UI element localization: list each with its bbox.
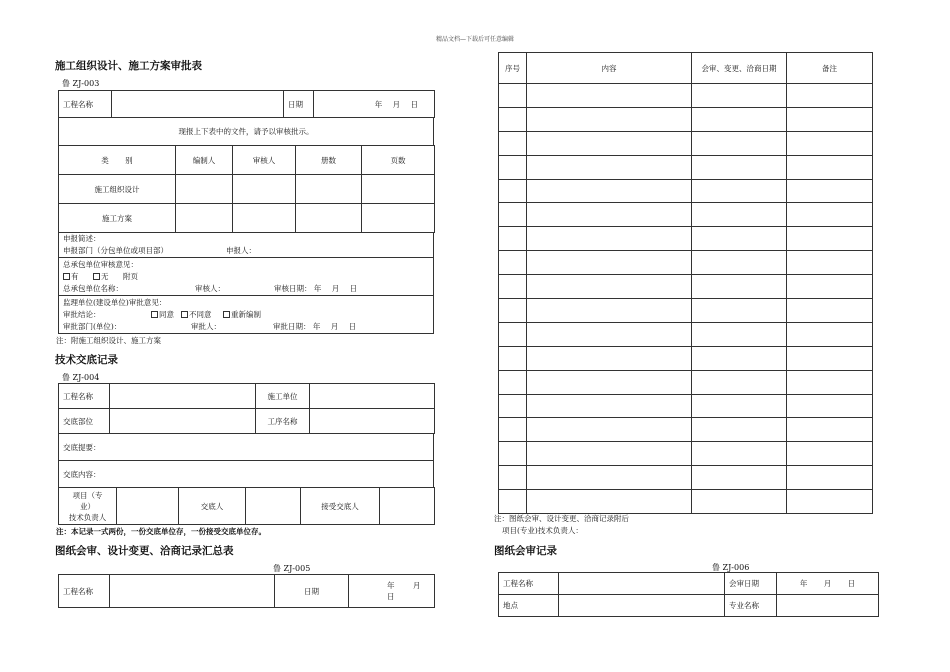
gc-opinion: 总承包单位审核意见： <box>63 259 138 269</box>
date-line1: 年 月 <box>387 581 421 590</box>
cell[interactable] <box>176 175 233 204</box>
col-remark: 备注 <box>787 53 873 84</box>
table-row <box>499 251 873 275</box>
summary-table <box>498 52 873 514</box>
supervisor-section <box>59 296 434 334</box>
date-label: 日期 <box>284 91 314 118</box>
table-cell[interactable] <box>499 275 527 299</box>
sup-approver: 审批人： <box>191 321 221 331</box>
table-cell[interactable] <box>692 251 787 275</box>
table-row <box>499 346 873 370</box>
cell[interactable] <box>296 175 362 204</box>
table-cell[interactable] <box>787 275 873 299</box>
table-row <box>499 442 873 466</box>
date-field[interactable] <box>349 575 435 608</box>
col-reviewer: 审核人 <box>233 146 296 175</box>
table-cell[interactable] <box>527 131 692 155</box>
pm-field[interactable] <box>117 488 179 525</box>
gc-reviewer: 审核人： <box>195 283 225 293</box>
attached-pages: 附页 <box>123 271 138 281</box>
table-cell[interactable] <box>527 84 692 108</box>
table-row <box>499 179 873 203</box>
table-cell[interactable] <box>787 370 873 394</box>
receiver-label: 接受交底人 <box>301 488 380 525</box>
table-cell[interactable] <box>787 107 873 131</box>
table-cell[interactable] <box>692 131 787 155</box>
form1-doc-table <box>58 145 435 233</box>
dept-field[interactable] <box>110 409 256 434</box>
gc-review-date: 审核日期： <box>274 283 312 293</box>
table-cell[interactable] <box>499 179 527 203</box>
date-field[interactable]: 年 月 日 <box>314 91 435 118</box>
table-row <box>499 322 873 346</box>
date-line2: 日 <box>387 592 395 601</box>
table-cell[interactable] <box>787 322 873 346</box>
process-label: 工序名称 <box>256 409 310 434</box>
header-note: 精品文档—下载后可任意编辑 <box>435 36 514 43</box>
date-label: 日期 <box>275 575 349 608</box>
form2-signature <box>58 487 435 525</box>
request-text: 现报上下表中的文件，请予以审核批示。 <box>59 118 434 146</box>
col-author: 编制人 <box>176 146 233 175</box>
giver-field[interactable] <box>246 488 301 525</box>
table-cell[interactable] <box>787 179 873 203</box>
table-cell[interactable] <box>692 155 787 179</box>
col-type: 类 别 <box>59 146 176 175</box>
specialty-label: 专业名称 <box>725 595 777 617</box>
form2-note: 注：本记录一式两份，一份交底单位存，一份接受交底单位存。 <box>56 527 266 536</box>
table-cell[interactable] <box>692 490 787 514</box>
table-cell[interactable] <box>499 131 527 155</box>
apply-dept: 申报部门（分包单位或项目部） <box>63 246 168 255</box>
apply-brief: 申报简述： <box>63 234 101 243</box>
receiver-field[interactable] <box>380 488 435 525</box>
specialty-field[interactable] <box>777 595 879 617</box>
table-cell[interactable] <box>692 346 787 370</box>
table-cell[interactable] <box>527 466 692 490</box>
form3-code: 鲁 ZJ-005 <box>273 564 311 573</box>
form3-table <box>58 574 435 608</box>
pm-label <box>59 488 117 525</box>
no-checkbox[interactable] <box>93 273 100 280</box>
col-no: 序号 <box>499 53 527 84</box>
cell[interactable] <box>176 204 233 233</box>
table-cell[interactable] <box>499 107 527 131</box>
recompile-checkbox[interactable] <box>223 311 230 318</box>
row-construction-design: 施工组织设计 <box>59 175 176 204</box>
table-row <box>499 466 873 490</box>
cell[interactable] <box>296 204 362 233</box>
project-name-label: 工程名称 <box>59 575 110 608</box>
table-cell[interactable] <box>499 418 527 442</box>
table-cell[interactable] <box>787 251 873 275</box>
table-row <box>499 370 873 394</box>
table-cell[interactable] <box>499 322 527 346</box>
table-cell[interactable] <box>692 418 787 442</box>
table-cell[interactable] <box>527 370 692 394</box>
agree-checkbox[interactable] <box>151 311 158 318</box>
sup-opinion: 监理单位(建设单位)审批意见： <box>63 297 167 307</box>
col-pages: 页数 <box>362 146 435 175</box>
location-field[interactable] <box>559 595 725 617</box>
table-cell[interactable] <box>692 275 787 299</box>
table-row <box>499 203 873 227</box>
table-cell[interactable] <box>527 322 692 346</box>
cell[interactable] <box>362 175 435 204</box>
cell[interactable] <box>233 175 296 204</box>
opt-no: 无 <box>101 271 109 281</box>
project-name-label: 工程名称 <box>59 384 110 409</box>
table-cell[interactable] <box>527 275 692 299</box>
table-cell[interactable] <box>692 299 787 323</box>
table-row <box>499 155 873 179</box>
table-cell[interactable] <box>499 490 527 514</box>
table-cell[interactable] <box>499 394 527 418</box>
table-cell[interactable] <box>692 84 787 108</box>
table-cell[interactable] <box>787 227 873 251</box>
table-cell[interactable] <box>787 442 873 466</box>
review-date-label: 会审日期 <box>725 573 777 595</box>
opt-yes: 有 <box>71 271 79 281</box>
table-cell[interactable] <box>527 227 692 251</box>
agree-label: 同意 <box>159 309 174 319</box>
table-cell[interactable] <box>692 322 787 346</box>
table-cell[interactable] <box>499 155 527 179</box>
table-cell[interactable] <box>787 490 873 514</box>
location-label: 地点 <box>499 595 559 617</box>
yes-checkbox[interactable] <box>63 273 70 280</box>
pm-line3: 技术负责人 <box>68 512 107 522</box>
table-cell[interactable] <box>527 179 692 203</box>
form2-table <box>58 383 435 434</box>
content-field[interactable]: 交底内容： <box>59 461 434 488</box>
table-cell[interactable] <box>527 394 692 418</box>
contractor-label: 施工单位 <box>256 384 310 409</box>
form3-title: 图纸会审、设计变更、洽商记录汇总表 <box>55 545 234 557</box>
table-cell[interactable] <box>527 155 692 179</box>
form2-title: 技术交底记录 <box>55 354 118 366</box>
table-cell[interactable] <box>499 227 527 251</box>
table-cell[interactable] <box>787 394 873 418</box>
table-cell[interactable] <box>692 394 787 418</box>
table-row <box>499 490 873 514</box>
form4-table <box>498 572 879 617</box>
disagree-checkbox[interactable] <box>181 311 188 318</box>
conclusion: 审批结论： <box>63 309 101 319</box>
sup-dept: 审批部门(单位)： <box>63 321 122 331</box>
col-content: 内容 <box>527 53 692 84</box>
form1-code: 鲁 ZJ-003 <box>62 79 100 88</box>
form4-code: 鲁 ZJ-006 <box>712 563 750 572</box>
apply-section <box>59 233 434 258</box>
table-cell[interactable] <box>527 203 692 227</box>
project-name-field[interactable] <box>110 575 275 608</box>
cell[interactable] <box>233 204 296 233</box>
form2-body <box>58 433 434 488</box>
table-row <box>499 275 873 299</box>
col-date: 会审、变更、洽商日期 <box>692 53 787 84</box>
table-cell[interactable] <box>787 299 873 323</box>
table-cell[interactable] <box>499 251 527 275</box>
table-cell[interactable] <box>527 442 692 466</box>
table-cell[interactable] <box>787 346 873 370</box>
table-cell[interactable] <box>692 466 787 490</box>
row-construction-plan: 施工方案 <box>59 204 176 233</box>
giver-label: 交底人 <box>179 488 246 525</box>
sup-date-value: 年 月 日 <box>312 321 357 331</box>
gc-date-value: 年 月 日 <box>313 283 358 293</box>
table-cell[interactable] <box>499 466 527 490</box>
table-cell[interactable] <box>499 84 527 108</box>
dept-label: 交底部位 <box>59 409 110 434</box>
col-volumes: 册数 <box>296 146 362 175</box>
table-row <box>499 131 873 155</box>
sup-date: 审批日期： <box>273 321 311 331</box>
table-cell[interactable] <box>527 107 692 131</box>
table-cell[interactable] <box>499 299 527 323</box>
table-row <box>499 227 873 251</box>
summary-note-1: 注：图纸会审、设计变更、洽商记录附后 <box>494 514 629 523</box>
form4-title: 图纸会审记录 <box>494 545 557 557</box>
form1-table <box>58 90 435 118</box>
project-name-field[interactable] <box>110 384 256 409</box>
table-cell[interactable] <box>787 418 873 442</box>
table-cell[interactable] <box>692 442 787 466</box>
project-name-field[interactable] <box>559 573 725 595</box>
project-name-field[interactable] <box>112 91 284 118</box>
summary-field[interactable]: 交底提要： <box>59 434 434 461</box>
project-name-label: 工程名称 <box>499 573 559 595</box>
table-row <box>499 394 873 418</box>
gc-name: 总承包单位名称： <box>63 283 123 293</box>
table-cell[interactable] <box>499 442 527 466</box>
table-cell[interactable] <box>692 179 787 203</box>
disagree-label: 不同意 <box>189 309 212 319</box>
table-row <box>499 418 873 442</box>
table-cell[interactable] <box>527 299 692 323</box>
form1-note: 注：附施工组织设计、施工方案 <box>56 336 161 345</box>
table-cell[interactable] <box>692 203 787 227</box>
process-field[interactable] <box>310 409 435 434</box>
review-date-field[interactable]: 年 月 日 <box>777 573 879 595</box>
table-cell[interactable] <box>527 251 692 275</box>
table-cell[interactable] <box>787 84 873 108</box>
gc-section <box>59 258 434 296</box>
table-cell[interactable] <box>787 131 873 155</box>
form2-code: 鲁 ZJ-004 <box>62 373 100 382</box>
table-cell[interactable] <box>499 370 527 394</box>
table-cell[interactable] <box>527 346 692 370</box>
table-cell[interactable] <box>499 346 527 370</box>
form1-approval <box>58 232 434 334</box>
project-name-label: 工程名称 <box>59 91 112 118</box>
table-cell[interactable] <box>692 370 787 394</box>
table-cell[interactable] <box>692 227 787 251</box>
summary-note-2: 项目(专业)技术负责人： <box>502 526 583 535</box>
pm-line2: 业） <box>80 501 95 511</box>
table-cell[interactable] <box>787 155 873 179</box>
table-cell[interactable] <box>527 490 692 514</box>
cell[interactable] <box>362 204 435 233</box>
form1-request <box>58 117 434 146</box>
table-cell[interactable] <box>692 107 787 131</box>
table-cell[interactable] <box>499 203 527 227</box>
table-row <box>499 107 873 131</box>
table-row <box>499 299 873 323</box>
table-row <box>499 84 873 108</box>
table-cell[interactable] <box>787 203 873 227</box>
pm-line1: 项目（专 <box>72 490 103 500</box>
recompile-label: 重新编制 <box>231 309 261 319</box>
table-cell[interactable] <box>787 466 873 490</box>
contractor-field[interactable] <box>310 384 435 409</box>
form1-title: 施工组织设计、施工方案审批表 <box>55 60 202 72</box>
table-cell[interactable] <box>527 418 692 442</box>
applicant: 申报人： <box>226 246 256 255</box>
